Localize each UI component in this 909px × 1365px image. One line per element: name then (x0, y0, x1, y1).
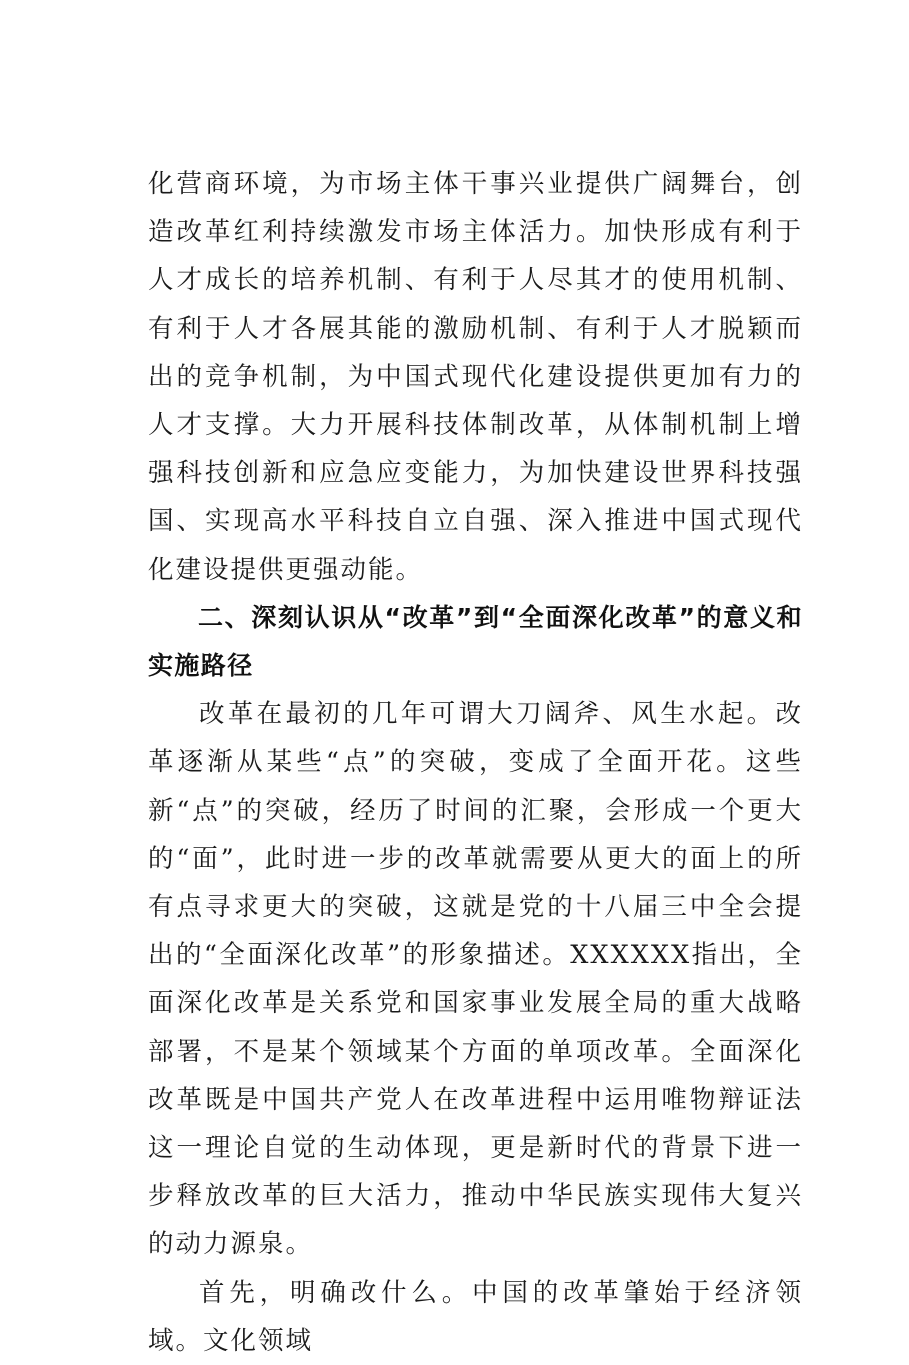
section-heading-2: 二、深刻认识从“改革”到“全面深化改革”的意义和实施路径 (148, 602, 803, 681)
paragraph-continuation: 化营商环境，为市场主体干事兴业提供广阔舞台，创造改革红利持续激发市场主体活力。加快形成有利于人才成长的培养机制、有利于人尽其才的使用机制、有利于人才各展其能的激励机制、有利于人才脱颖而出的竞争机制，为中国式现代化建设提供更加有力的人才支撑。大力开展科技体制改革，从体制机制上增强科技创新和应急应变能力，为加快建设世界科技强国、实现高水平科技自立自强、深入推进中国式现代化建设提供更强动能。 (148, 169, 803, 585)
paragraph-first-point: 首先，明确改什么。中国的改革肇始于经济领域。文化领域 (148, 1277, 803, 1356)
document-body (148, 160, 803, 1365)
paragraph-reform-intro: 改革在最初的几年可谓大刀阔斧、风生水起。改革逐渐从某些“点”的突破，变成了全面开花。这些新“点”的突破，经历了时间的汇聚，会形成一个更大的“面”，此时进一步的改革就需要从更大的面上的所有点寻求更大的突破，这就是党的十八届三中全会提出的“全面深化改革”的形象描述。XXXXXX指出，全面深化改革是关系党和国家事业发展全局的重大战略部署，不是某个领域某个方面的单项改革。全面深化改革既是中国共产党人在改革进程中运用唯物辩证法这一理论自觉的生动体现，更是新时代的背景下进一步释放改革的巨大活力，推动中华民族实现伟大复兴的动力源泉。 (148, 699, 803, 1260)
